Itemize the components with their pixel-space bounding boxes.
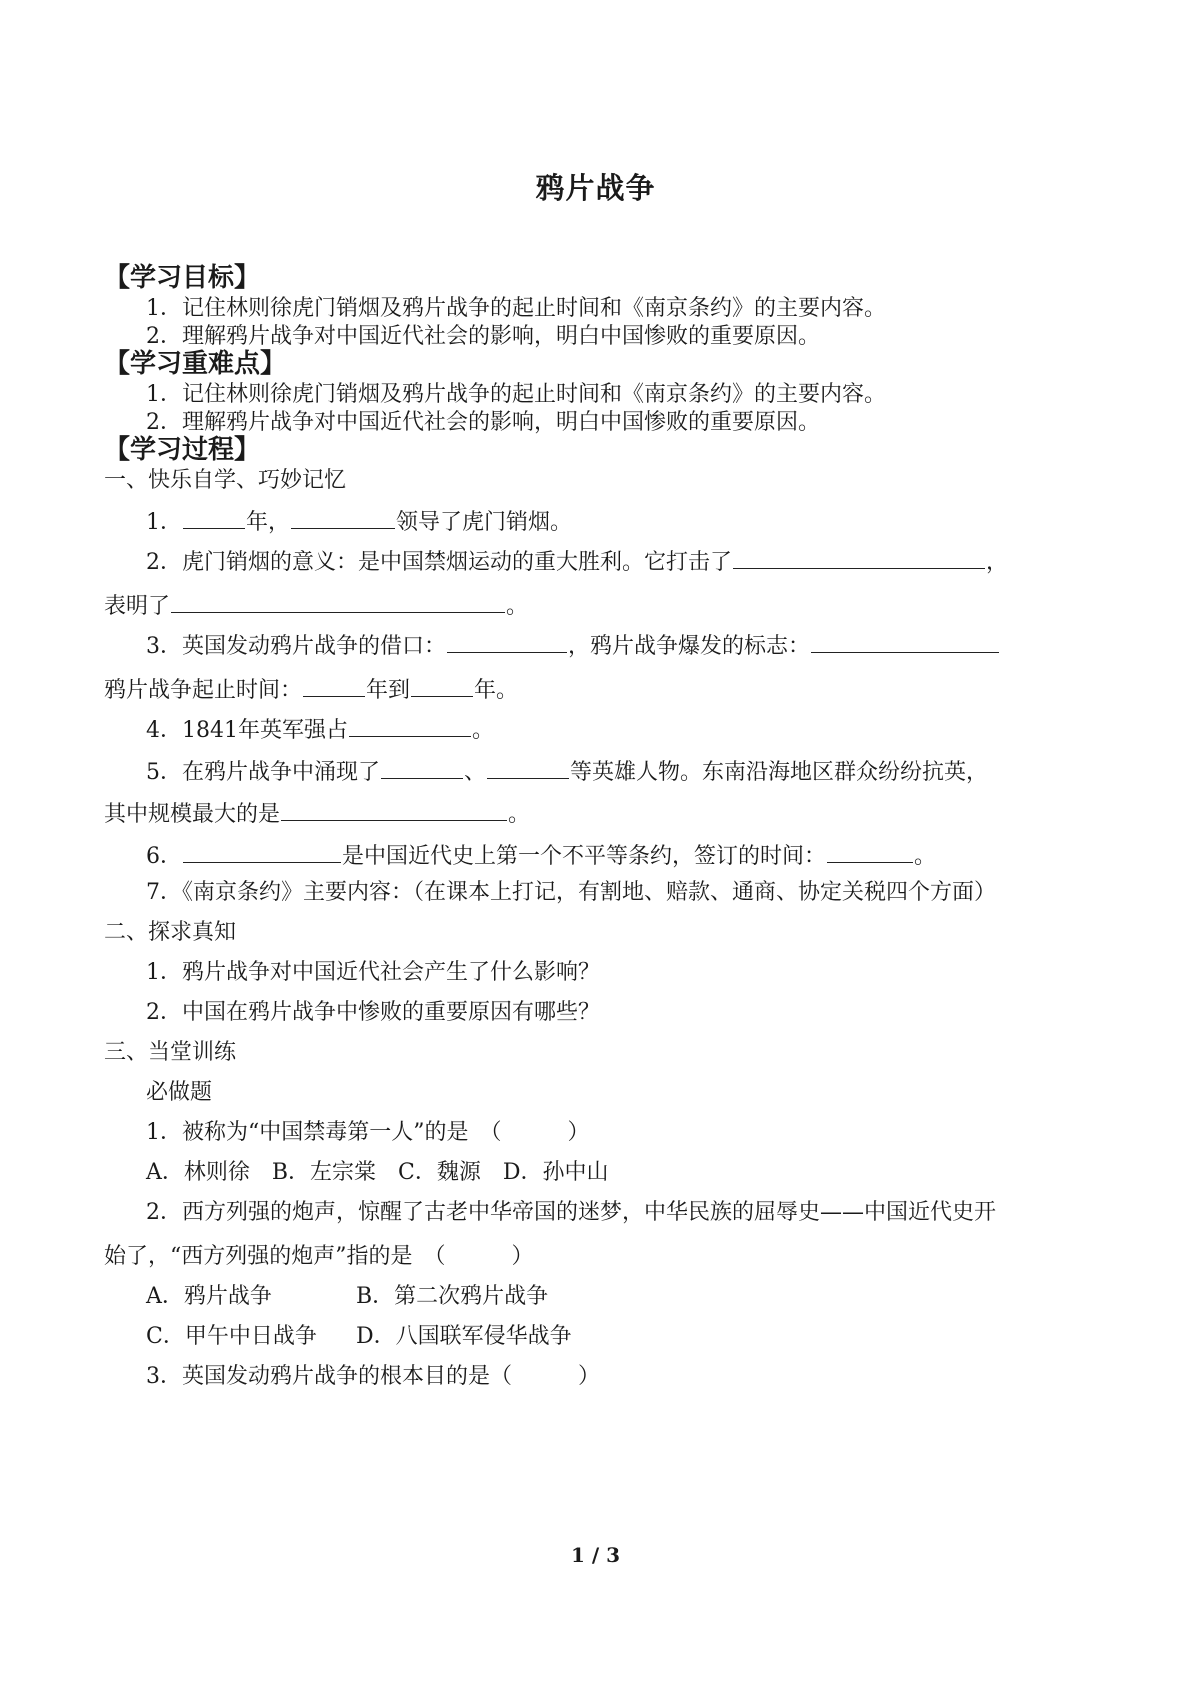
process-heading: 【学习过程】 [104,435,261,465]
answer-blank[interactable] [183,840,341,863]
answer-blank[interactable] [411,674,473,697]
section-2-title: 二、探求真知 [104,920,237,945]
question-5-cont: 其中规模最大的是 。 [104,798,530,830]
exercise-2-option-b: B．第二次鸦片战争 [356,1284,549,1309]
page-number: 1 / 3 [570,1543,621,1567]
answer-blank[interactable] [303,674,365,697]
question-3: 3．英国发动鸦片战争的借口： ，鸦片战争爆发的标志： [146,630,1000,662]
section-3-title: 三、当堂训练 [104,1040,237,1065]
inquiry-question-1: 1．鸦片战争对中国近代社会产生了什么影响？ [146,960,600,985]
answer-blank[interactable] [291,506,395,529]
keypoint-item: 2．理解鸦片战争对中国近代社会的影响，明白中国惨败的重要原因。 [146,410,820,435]
exercise-2-option-c: C．甲午中日战争 [146,1324,317,1349]
answer-blank[interactable] [381,756,463,779]
goal-item: 2．理解鸦片战争对中国近代社会的影响，明白中国惨败的重要原因。 [146,324,820,349]
answer-blank[interactable] [349,714,471,737]
question-1: 1． 年， 领导了虎门销烟。 [146,506,572,538]
exercise-2-option-a: A．鸦片战争 [146,1284,272,1309]
exercise-question-2: 2．西方列强的炮声，惊醒了古老中华帝国的迷梦，中华民族的屈辱史——中国近代史开 [146,1200,996,1225]
exercise-question-3: 3．英国发动鸦片战争的根本目的是（ ） [146,1364,600,1389]
goals-heading: 【学习目标】 [104,263,261,293]
answer-blank[interactable] [487,756,569,779]
keypoint-item: 1．记住林则徐虎门销烟及鸦片战争的起止时间和《南京条约》的主要内容。 [146,382,886,407]
question-3-cont: 鸦片战争起止时间： 年到 年。 [104,674,518,706]
question-2: 2．虎门销烟的意义：是中国禁烟运动的重大胜利。它打击了 ， [146,546,1008,578]
answer-blank[interactable] [827,840,913,863]
question-6: 6． 是中国近代史上第一个不平等条约，签订的时间： 。 [146,840,936,872]
exercise-2-option-d: D．八国联军侵华战争 [356,1324,572,1349]
question-4: 4．1841年英军强占 。 [146,714,494,746]
question-7: 7．《南京条约》主要内容：（在课本上打记，有割地、赔款、通商、协定关税四个方面） [146,880,997,905]
answer-blank[interactable] [183,506,245,529]
goal-item: 1．记住林则徐虎门销烟及鸦片战争的起止时间和《南京条约》的主要内容。 [146,296,886,321]
answer-blank[interactable] [733,546,985,569]
inquiry-question-2: 2．中国在鸦片战争中惨败的重要原因有哪些？ [146,1000,600,1025]
answer-blank[interactable] [281,798,507,821]
answer-blank[interactable] [811,630,999,653]
keypoints-heading: 【学习重难点】 [104,349,287,379]
answer-blank[interactable] [447,630,567,653]
exercise-1-options: A．林则徐 B．左宗棠 C．魏源 D．孙中山 [146,1160,609,1185]
required-label: 必做题 [146,1080,213,1105]
exercise-question-1: 1．被称为“中国禁毒第一人”的是 （ ） [146,1120,590,1145]
exercise-question-2-cont: 始了，“西方列强的炮声”指的是 （ ） [104,1244,534,1269]
question-5: 5．在鸦片战争中涌现了 、 等英雄人物。东南沿海地区群众纷纷抗英， [146,756,988,788]
section-1-title: 一、快乐自学、巧妙记忆 [104,468,347,493]
page-title: 鸦片战争 [535,171,656,205]
answer-blank[interactable] [171,590,505,613]
question-2-cont: 表明了 。 [104,590,528,622]
